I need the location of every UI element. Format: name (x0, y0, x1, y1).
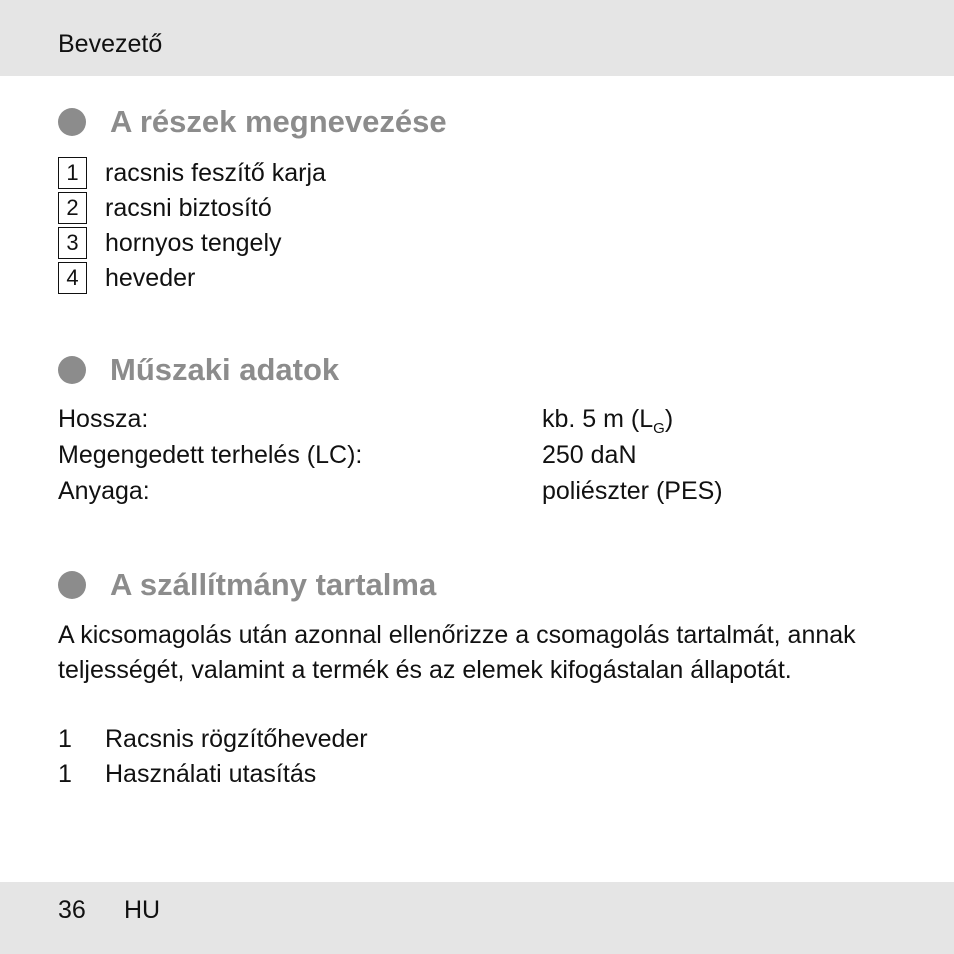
item-name: Használati utasítás (105, 760, 317, 788)
part-number-box: 3 (58, 227, 87, 259)
spec-key: Hossza: (58, 405, 149, 433)
language-code: HU (124, 896, 161, 924)
spec-table (58, 405, 918, 513)
page-header (0, 0, 954, 76)
contents-list (58, 725, 558, 795)
spec-key: Megengedett terhelés (LC): (58, 441, 363, 469)
list-item (58, 725, 558, 760)
table-row (58, 441, 918, 477)
item-quantity: 1 (58, 760, 72, 788)
part-label: hornyos tengely (105, 229, 282, 257)
bullet-icon (58, 571, 86, 599)
section-title: A részek megnevezése (110, 104, 447, 139)
table-row (58, 405, 918, 441)
spec-value: 250 daN (542, 441, 637, 469)
part-label: heveder (105, 264, 196, 292)
section-title: A szállítmány tartalma (110, 567, 437, 602)
spec-value: poliészter (PES) (542, 477, 723, 505)
bullet-icon (58, 108, 86, 136)
list-item (58, 261, 326, 296)
spec-key: Anyaga: (58, 477, 150, 505)
parts-list (58, 156, 326, 296)
subscript: G (653, 420, 665, 437)
table-row (58, 477, 918, 513)
part-label: racsnis feszítő karja (105, 159, 326, 187)
section-title: Műszaki adatok (110, 352, 340, 387)
item-name: Racsnis rögzítőheveder (105, 725, 368, 753)
delivery-paragraph: A kicsomagolás után azonnal ellenőrizze a csomagolás tartalmát, annak teljességét, valamint a termék és az elemek kifogástalan állapotát. (58, 621, 856, 684)
section-heading-contents (58, 567, 436, 603)
item-quantity: 1 (58, 725, 72, 753)
section-heading-specs (58, 352, 339, 388)
page-number: 36 (58, 896, 86, 924)
list-item (58, 191, 326, 226)
list-item (58, 156, 326, 191)
list-item (58, 760, 558, 795)
part-number-box: 2 (58, 192, 87, 224)
part-number-box: 4 (58, 262, 87, 294)
bullet-icon (58, 356, 86, 384)
chapter-title: Bevezető (58, 30, 163, 58)
part-label: racsni biztosító (105, 194, 272, 222)
spec-value: kb. 5 m $(L_G)$ (542, 405, 674, 437)
part-number-box: 1 (58, 157, 87, 189)
section-heading-parts (58, 104, 447, 140)
list-item (58, 226, 326, 261)
page-footer (0, 882, 954, 954)
